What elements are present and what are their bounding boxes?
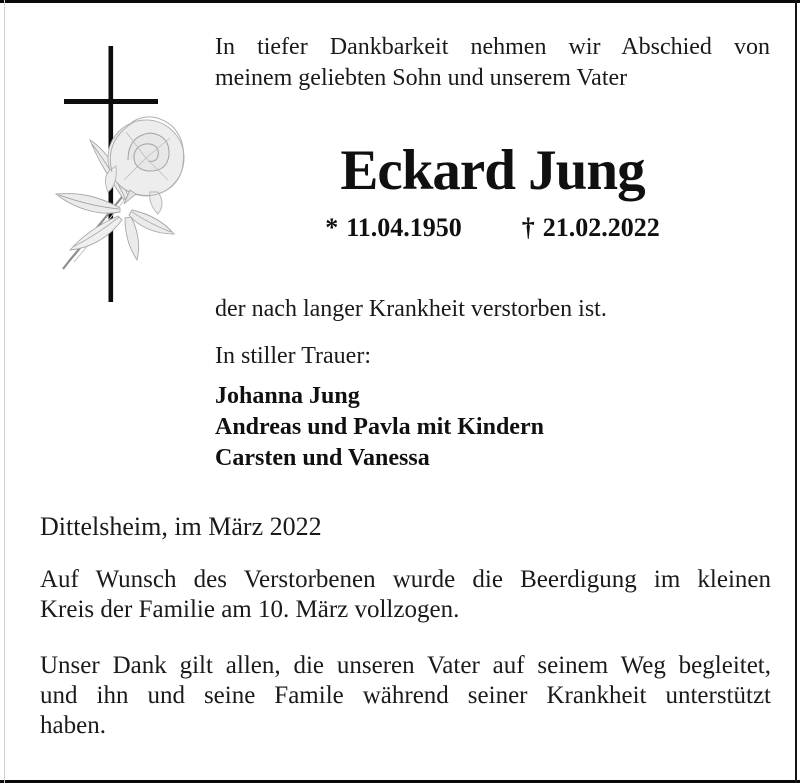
birth-date-value: 11.04.1950 (346, 213, 462, 242)
mourning-heading: In stiller Trauer: (215, 343, 371, 369)
memorial-illustration (40, 8, 210, 308)
death-date-value: 21.02.2022 (542, 213, 660, 242)
mourner-1: Johanna Jung (215, 383, 360, 409)
mourner-3: Carsten und Vanessa (215, 445, 430, 471)
scan-border-right (795, 0, 797, 783)
death-note: der nach langer Krankheit verstorben ist. (215, 296, 607, 322)
birth-symbol: * (325, 213, 339, 242)
birth-date (325, 212, 462, 244)
intro-line-2: meinem geliebten Sohn und unserem Vater (215, 65, 628, 91)
scan-border-top (0, 0, 800, 3)
mourners-list (215, 381, 770, 474)
closing-block (40, 511, 771, 741)
rose-icon (56, 117, 184, 269)
burial-paragraph (40, 565, 771, 625)
place-date: Dittelsheim, im März 2022 (40, 512, 322, 541)
mourner-2: Andreas und Pavla mit Kindern (215, 414, 544, 440)
life-dates (215, 212, 770, 244)
burial-line-1: Auf Wunsch des Verstorbenen wurde die Beerdigung im kleinen (40, 566, 771, 593)
dagger-icon: † (521, 213, 535, 242)
burial-line-2: Kreis der Familie am 10. März vollzogen. (40, 596, 460, 623)
death-date (522, 212, 660, 244)
thanks-line-3: haben. (40, 712, 106, 739)
announcement-block (215, 32, 770, 474)
deceased-name: Eckard Jung (340, 139, 645, 202)
intro-line-1: In tiefer Dankbarkeit nehmen wir Abschied von (215, 34, 770, 60)
scan-border-left (4, 0, 5, 783)
thanks-paragraph (40, 651, 771, 741)
thanks-line-1: Unser Dank gilt allen, die unseren Vater auf seinem Weg begleitet, (40, 652, 771, 679)
thanks-line-2: und ihn und seine Famile während seiner Krankheit unterstützt (40, 682, 771, 709)
